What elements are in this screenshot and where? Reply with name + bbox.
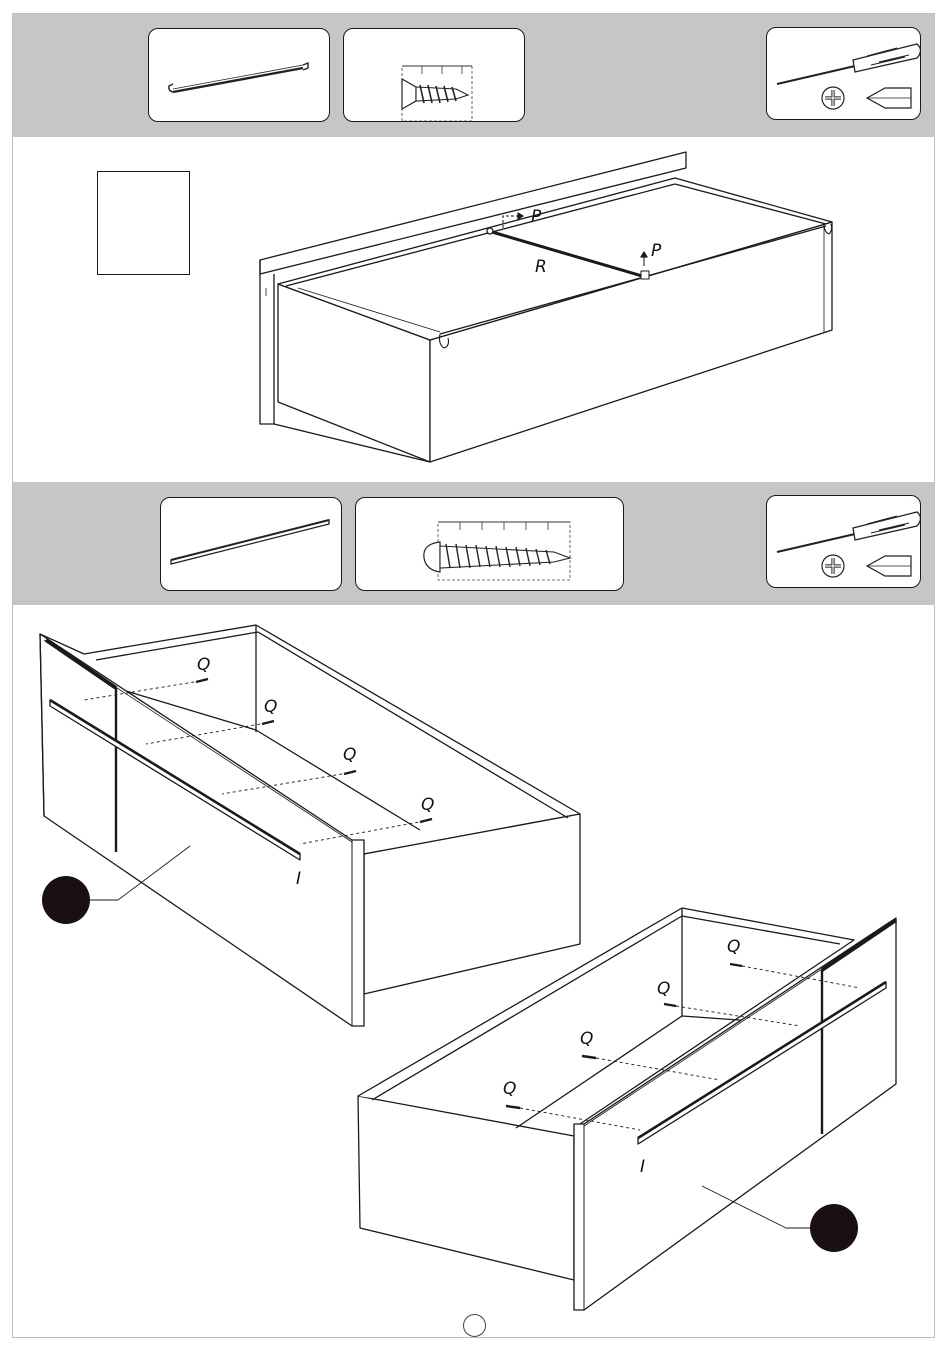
- step2-drawers-drawing: [0, 605, 950, 1353]
- handle-bar-icon: [161, 498, 342, 591]
- label-p-right: P: [651, 241, 662, 261]
- part-round-head-screw-panel: [355, 497, 624, 591]
- left-label-q3: Q: [343, 745, 357, 765]
- right-drawer-badge: [810, 1204, 858, 1252]
- step1-drawer-drawing: [0, 0, 950, 480]
- right-label-q3: Q: [580, 1029, 594, 1049]
- left-label-q4: Q: [421, 795, 435, 815]
- right-label-q1: Q: [727, 937, 741, 957]
- right-label-q4: Q: [503, 1079, 517, 1099]
- tools-panel-step2: [766, 495, 921, 588]
- pozidriv-tip-icon: [822, 555, 844, 577]
- part-handle-bar-panel: [160, 497, 342, 591]
- right-label-q2: Q: [657, 979, 671, 999]
- left-drawer: [40, 625, 580, 1026]
- label-r: R: [535, 257, 547, 277]
- left-label-q1: Q: [197, 655, 211, 675]
- page-number-circle: [463, 1314, 486, 1337]
- round-head-screw-icon: [356, 498, 624, 591]
- left-label-q2: Q: [264, 697, 278, 717]
- left-label-i: I: [296, 869, 302, 889]
- left-drawer-badge: [42, 876, 90, 924]
- label-p-left: P: [531, 207, 542, 227]
- flat-tip-icon: [867, 556, 911, 576]
- right-label-i: I: [640, 1157, 646, 1177]
- screwdriver-icon: [777, 512, 921, 552]
